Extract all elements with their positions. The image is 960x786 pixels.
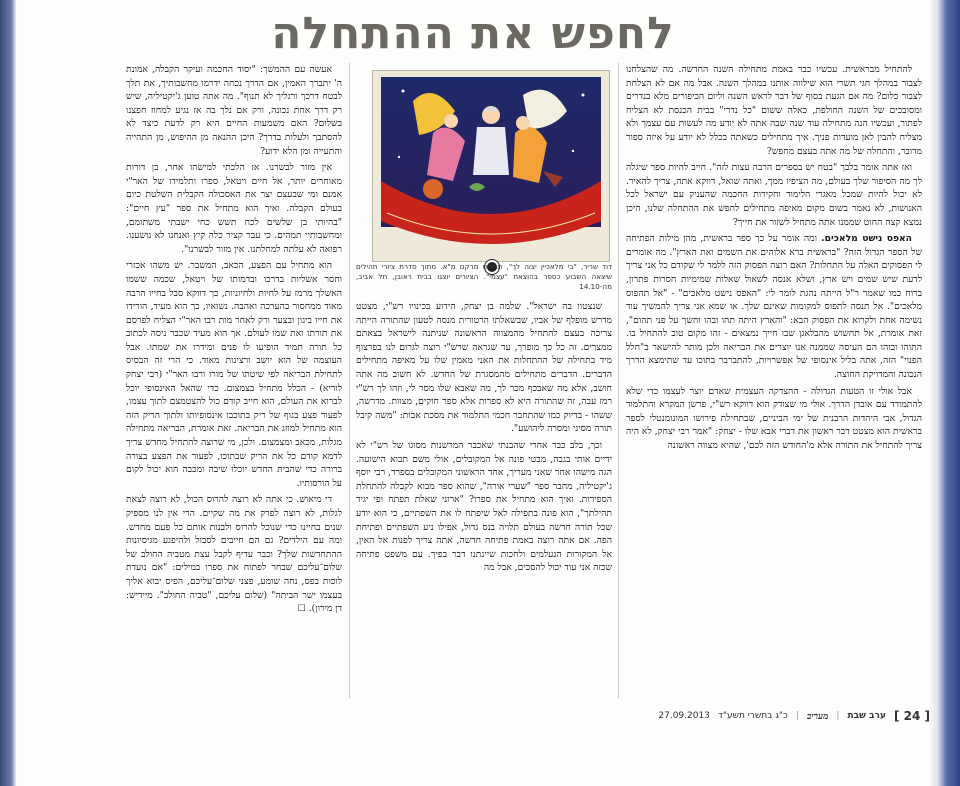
article-paragraph [126,161,342,256]
paragraph-text: ואז אתה אומר בלבך "בטח יש בספרים הרבה עצות לזה". חייב להיות ספר שיגלה לך מה הסיפור שלך בעולם, מה הציפיו ממך, ואתה שואל, דווקא אתה, צריך להאיר. לא יכול להיות שמכל מאגרי הלימוד וחקירות החכמה שהעניק עם ישראל לכל האנושות, לא נאמר בשום מקום מאיפה מתחילים לחפש את ההתחלה שלנו, היכן נמצא קצה החוט שממנו אתה מתחיל לשזור את חייך? [626,162,922,228]
article-column-left [126,63,342,698]
article-paragraph [356,439,612,575]
section-name: ערב שבת [847,711,886,721]
article-paragraph [626,161,922,229]
issue-date: 27.09.2013 [658,711,710,721]
illustration-caption: דוד שריר, "בי מלאכיין יצוה לך", תחריט מרקם מ"א. מתוך סדרת ציורי תהילים שיצאה השבוע כספר בהוצאת "עצמי". הציורים יוצגו בבית ראובן, תל אביב, מה-14.10 [356,262,612,291]
article-paragraph [126,493,342,615]
paragraph-text: וכך, בלב כבר אחרי שהבנתי שאכבר המרשנות מסוגו של רש"י לא ידיים אותי בגבה, מבטי פונה אל המקובלים, אולי משם תבוא הישועה. הגה מישהו אחר שאני מעריך, אחד הראשוני המקובלים בספרד, רבי יוסף ג'יקטיליה, מחבר ספר "שערי אורה", שהוא ספר מבוא לקבלה להתחלת הספירות. ואיך הוא מתחיל את ספרו? "ארוני שאלת תפתח ופי יגיד תהילתך", הוא פונה בתפילה לאל שיפתח לו את השפתיים, כי הוא יודע שכל תורה חדשה בעולם תלויה בנס גדול, אפילו ניע השפתיים ופתיחת הפה. אם אתה רוצה באמת פתיחה חדשה, אתה צריך לפנות אל האין, אל המקורות הנעלמים ולחכות שיינתנו דבר בפיך. עם משפט פתיחה שכזה אני עוד יכול להסכים, אבל מה [356,439,612,574]
newspaper-brand: מעריב [806,711,829,722]
paragraph-text: ומה אומר על כך ספר בראשית, מהן מילות הפתיחה של הספר הגדול הזה? "בראשית ברא אלוהים את השמים ואת הארץ". מה אומרים לי הפסוקים האלה על התחלות? האם רוצה הפסוק הזה ללמד לי שקודם כל אני צריך לדעת שיש שמים ויש ארץ, ושלא אנסה לשאול שאלות שמימיות חסרות פתרון, ברוח כמו שאמר ר"ל הייתה נהגת לומר לי: "האפס נישט מלאכים" - "אל תהפוס מלאכים". אל תנסה לתפוס למקומות שאינם שלך. או שמא אני צריך להמשיך עוד נשימה אחת ולקרוא את הפסוק הבא: "והארץ היתה תהו ובהו וחשך על פני תהום", זאת אומרת, אל תחשוש מהבלאגן שבו חייך נמצאים - זהו מקום טוב להתחיל בו. התוהו ובוהו הם העיסה שממנה אנו יוצרים את הבריאה ולכן מותר להישאר ב"חלל הפנוי" הזה, אתה בליל אינסופי של אפשרויות, להתברבר בתוכו עד שתימצא הדרך הנכונה והמדויקת החוצה. [626,233,922,381]
paragraph-text: להתחיל מבראשית. עכשיו כבר באמת מתחילה השנה החדשה. מה שהצלחנו לצבור במהלך חגי תשרי הוא שילווה אותנו במהלך השנה. אבל מה אם לא הצלחת לצבור כלום? מה אם הגעת בסוף של דבר לראש השנה וליום הכיפורים מלא בנדרים ומסובכים של השנה החולפת, כאלה ששום "כל נדרי" בבית הכנסת לא הצליח לפתור, ועכשיו הנה מתחילה עוד שנה שבה אתה לא יודע מה לעשות עם עצמך ולא מצליח להבין לאן מועדות פניך. איך מתחילים כשאתה בכלל לא יודע על איזה ספור מדובר, והתחלה של מה אתה בעצם מחפש? [626,64,922,157]
paragraph-text: אבל אולי זו הטעות הגדולה - ההצדקה העצמית שאדם יוצר לעצמו כדי שלא להתמודד עם אובדן הדרך. אולי מי שצודק הוא דווקא רש"י, פרשן המקרא והתלמוד הגדול, אבי היהדות הרבנית של ימי הביניים, שבתחילת פירושו המונומנטלי לספר בראשית הוא מצטט דבר ראשון את דברי אבא שלו - יצחק: "אמר רבי יצחק, לא היה צריך להתחיל את התורה אלא מ'החודש הזה לכם', שהיא מצווה ראשונה [626,385,922,452]
paragraph-text: אעשה עם ההמשך: "יסוד החכמה ועיקר הקבלה, אמונת ה' יתברך האמין, אם הדרך נכחה ידרמו מחשבותיך, את תלך לבטח דרכך ורגליך לא תנוף". מה אתה טוען ג'יקטיליה, שיש רק דרך אחת נכונה, ורק אם נלך בה אז נגיע למחוז חפצנו בשלום? האם משמעות החיים היא רק לדעת כיצד לא להסתבך ולעלות בדרך? היכן ההנאה מן ההיפוש, מן התהייה והתעייה ומן הלא ידוע? [126,64,342,157]
paragraph-text: הוא מתחיל עם הפצע, הכאב, המשבר. יש משהו אכזרי וחסר אשליות בדרכו ובדמותו של ויטאל, שכמה ששמו האשלך מרמז על לחיות ולחיוניות, כך דווקא סבל בחייו הרבה מאוד ממחסור בהערכה ואהבה. נשואיו, כך הוא מעיד, הורידו את חייו ביגון ובצער ורק לאחר מות רבו האר"י הצליח לפרסם את תורתו ואת שמו לעולם. אך הוא מעיד שכבר ניסה לכתוב כל תורה תמיד הופיעו לו פנים ומידרו את שמתו. אבל העוצמה של הוא יושב ורצינות מאוד. כי הרי זה הבסיס לתחילת הבריאה לפי שיטתו של מורו ורבו האר"י (רבי יצחק לוריא) - הכלל מתחיל בצמצום. כדי שהאל האינסופי יוכל לברוא את העולם, הוא חייב קודם כול להצטמצם לתוך עצמו, לפעור פצע בגוף של ריק בתוכבו אינסופיותו ולתוך הריק הזה הוא מתחיל למוזג את הבריאה. זאת אומרת, הבריאה מתחילה מגלות, מכאב ומצמצום. ולכן, מי שרוצה להתחיל מחדש צריך לדמא קודם כל את הריק שבתוכו, לפעור את הפצע בצורה ברורה כדי שהבית החדש יוכלו שיבה ומכבה הוא יכול לקום על הורסותיו. [126,260,342,489]
article-paragraph [126,259,342,490]
scan-edge-right [930,0,960,786]
article-column-right [626,63,922,698]
page-number: [ 24 ] [893,709,930,723]
article-paragraph [626,63,922,158]
paragraph-text: די מיאוש. כי אתה לא רוצה להרוס הכול, לא רוצה לצאת לגלות, לא רוצה לפרק את מה שקיים. הרי אין לנו מספיק שנים בחיינו כדי שנוכל להרוס ולבנות אותם כל פעם מחדש. ומה עם הילדים? גם הם חייבים לסבול ולהיפגע מגיסיונות ההתחדשות שלך? וכבר עדיף לקבל עצת מטביה החולב של שלום־עליכם שבחר לפתוח את ספרו במילים: "אם נועדת לוכות בפס, נחה שומע, פצני שלום־עליכם, הפיס יבוא אליך בעצמו ישר הביתה" (שלום עליכם, "טביה החולב". מיידיש: דן מירון). ☐ [126,494,342,615]
hebrew-date: כ"ג בתשרי תשע"ד [717,711,788,721]
page-headline: לחפש את ההתחלה [271,8,675,59]
paragraph-lead: האפס נישט מלאכים. [821,233,912,245]
article-paragraph [626,232,922,382]
scan-edge-left [0,0,16,786]
illustration [372,70,610,262]
column-divider [349,63,350,698]
angels-artwork [373,71,609,261]
newspaper-page [16,0,930,786]
column-divider [618,63,619,698]
article-paragraph [126,63,342,158]
page-footer: [ 24 ] ערב שבת | מעריב | כ"ג בתשרי תשע"ד 27.09.2013 [658,709,930,723]
article-paragraph [626,385,922,453]
article-paragraph [356,300,612,436]
article-column-middle [356,300,612,698]
paragraph-text: אין מזור לבשרנו. אז הלכתי למישהו אחר, בן דורות מאוחרים יותר, אל חיים ויטאל, ספרו ותלמידו של האר"י אמנם ומי שבעצם יצר את האסכולה הקבלית השלטת כיום בעולם הקבלה. ואיך הוא מתחיל את ספר "עץ חיים": "בהיותי בן שלשים לכח תשש כחי ישבתי משתומם, ומחשבותיי תמהים. כי עבר קציר כלה קיץ ואנחנו לא נושענו. רפואה לא עלתה למחלתנו. אין מזור לבשרנו". [126,162,342,255]
paragraph-text: שנצטוו בה ישראל". שלמה בן יצחק, הידוע בכינויו רש"י, מצטט מדרש מופלף של אביו, שבשאלתו הרטורית מנסה לטעון שהתורה הייתה צריכה בעצם להתחיל מהמצווה הראשונה שניתנה לישראל בצאתם ממצרים. זה כל כך מופרך, עד שגראה שרש"י רוצה לגרום לנו בפרצוף מיד בתחילה של ההתחלות את האני מאמין שלו על מאיפה מתחילים הדברים. הדברים מתחילים מהמסגרת של החדש. לא חשוב מה אתה חושב, אלא מה שאבכף מכר לך, מה שאבא שלו מסר לי, וזהו לך רש"י רמז עבה, זה שהתורה היא לא ספרות אלא ספר חוקים, מצוות. מדרשה, ששהו - בדיוק כמו שהתחבר חכמי התלמוד את מסכת אבות: "משה קיבל תורה מסיני ומסרה ליהושע". [356,301,612,435]
